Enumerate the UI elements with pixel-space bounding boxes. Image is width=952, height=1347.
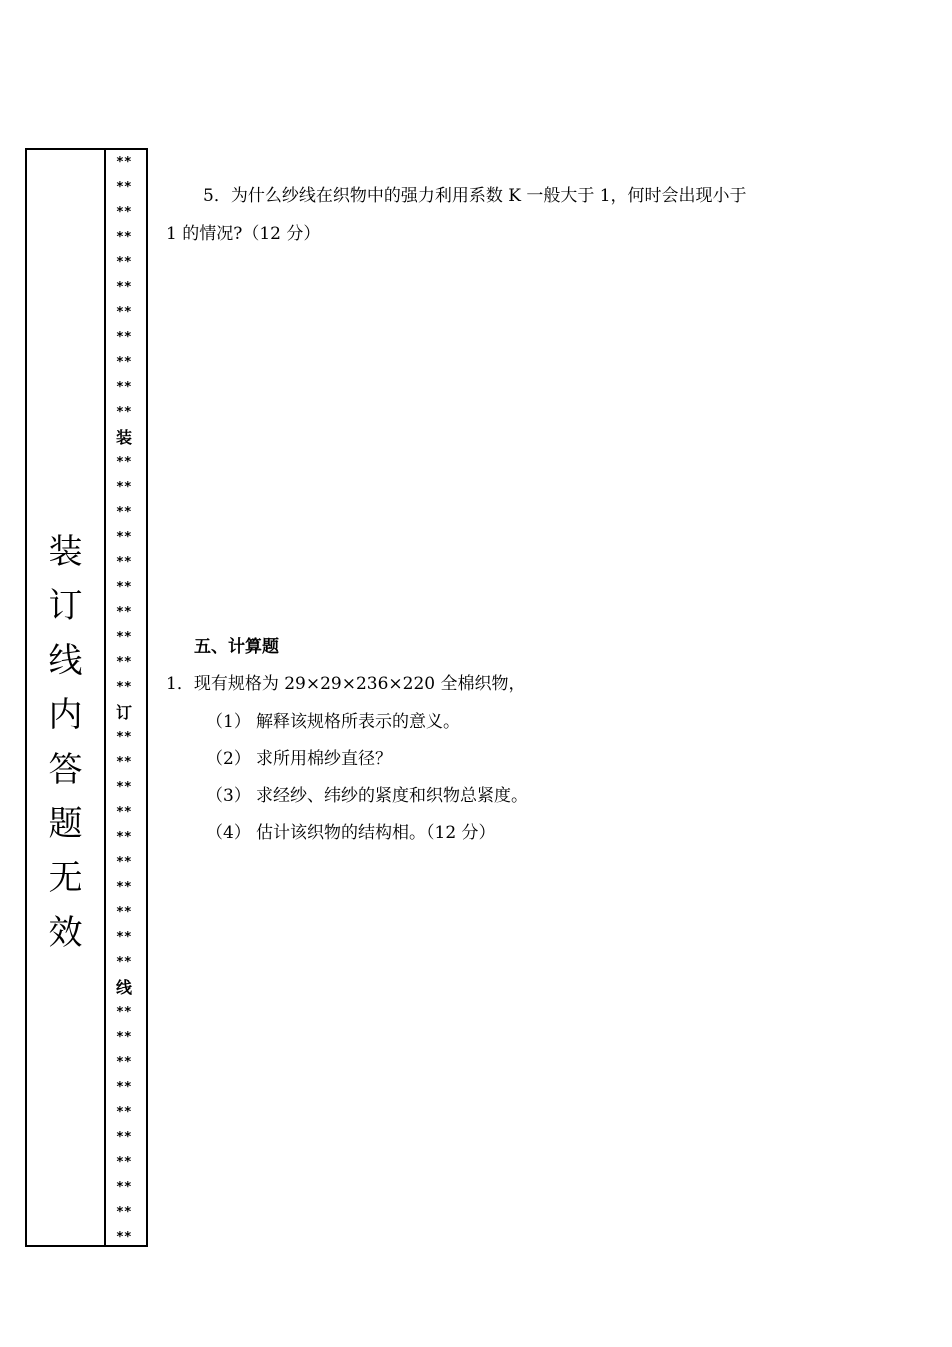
binding-star-marker: **: [116, 305, 132, 320]
binding-star-marker: **: [116, 155, 132, 170]
binding-star-marker: **: [116, 905, 132, 920]
binding-star-marker: **: [116, 1080, 132, 1095]
binding-marker-char: 订: [116, 703, 133, 722]
binding-star-marker: **: [116, 830, 132, 845]
binding-notice-char: 内: [48, 695, 83, 736]
binding-notice-char: 答: [48, 749, 83, 790]
binding-star-marker: **: [116, 255, 132, 270]
binding-star-marker: **: [116, 1155, 132, 1170]
binding-star-marker: **: [116, 455, 132, 470]
binding-star-marker: **: [116, 955, 132, 970]
sub-question-1: [206, 707, 460, 732]
binding-star-marker: **: [116, 930, 132, 945]
sub-question-text: 估计该织物的结构相。（12 分）: [256, 823, 496, 843]
binding-notice-char: 题: [48, 804, 83, 845]
question-5-text: 5．为什么纱线在织物中的强力利用系数 K 一般大于 1，何时会出现小于: [203, 186, 747, 206]
binding-star-marker: **: [116, 680, 132, 695]
binding-star-marker: **: [116, 855, 132, 870]
binding-notice-char: 订: [48, 586, 83, 627]
binding-star-marker: **: [116, 355, 132, 370]
binding-star-marker: **: [116, 205, 132, 220]
binding-star-marker: **: [116, 605, 132, 620]
binding-star-marker: **: [116, 1230, 132, 1245]
sub-question-text: 求所用棉纱直径？: [256, 749, 392, 769]
binding-star-marker: **: [116, 730, 132, 745]
binding-star-marker: **: [116, 755, 132, 770]
binding-notice-char: 无: [48, 858, 83, 899]
sub-question-3: [206, 781, 528, 806]
binding-star-marker: **: [116, 180, 132, 195]
binding-notice-char: 效: [48, 912, 83, 953]
binding-star-marker: **: [116, 530, 132, 545]
binding-star-marker: **: [116, 1105, 132, 1120]
sub-question-number: （2）: [206, 749, 251, 769]
binding-star-marker: **: [116, 1205, 132, 1220]
binding-star-marker: **: [116, 555, 132, 570]
calc-question-1: 1．现有规格为 29×29×236×220 全棉织物，: [166, 674, 526, 694]
binding-star-marker: **: [116, 380, 132, 395]
binding-star-marker: **: [116, 630, 132, 645]
binding-star-marker: **: [116, 580, 132, 595]
binding-star-marker: **: [116, 505, 132, 520]
question-5-text-cont: 1 的情况?（12 分）: [166, 224, 321, 244]
binding-marker-char: 线: [116, 978, 133, 997]
binding-star-marker: **: [116, 780, 132, 795]
section-title-calculation: 五、计算题: [194, 637, 279, 657]
binding-notice-char: 装: [48, 532, 83, 572]
sub-question-2: [206, 744, 392, 769]
binding-star-marker: **: [116, 230, 132, 245]
sub-question-number: （1）: [206, 712, 251, 732]
binding-star-marker: **: [116, 1030, 132, 1045]
binding-star-marker: **: [116, 280, 132, 295]
binding-star-marker: **: [116, 655, 132, 670]
sub-question-4: [206, 818, 496, 843]
binding-marker-char: 装: [116, 428, 133, 447]
binding-star-marker: **: [116, 405, 132, 420]
binding-star-marker: **: [116, 330, 132, 345]
sub-question-number: （3）: [206, 786, 251, 806]
binding-star-marker: **: [116, 1005, 132, 1020]
binding-star-marker: **: [116, 1130, 132, 1145]
sub-question-number: （4）: [206, 823, 251, 843]
binding-star-marker: **: [116, 1055, 132, 1070]
binding-star-marker: **: [116, 480, 132, 495]
binding-star-marker: **: [116, 880, 132, 895]
sub-question-text: 解释该规格所表示的意义。: [256, 712, 460, 732]
sub-question-text: 求经纱、纬纱的紧度和织物总紧度。: [256, 786, 528, 806]
binding-star-marker: **: [116, 1180, 132, 1195]
binding-star-marker: **: [116, 805, 132, 820]
binding-notice-char: 线: [48, 640, 83, 681]
